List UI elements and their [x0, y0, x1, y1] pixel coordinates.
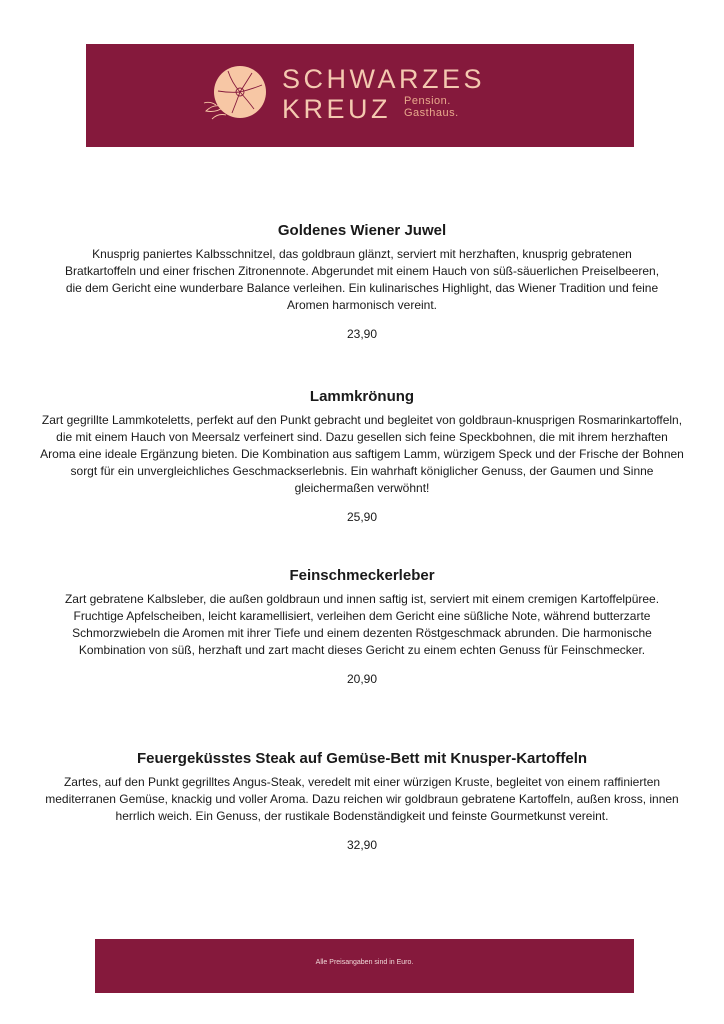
- menu-item: [40, 222, 684, 341]
- dish-price: 23,90: [346, 327, 378, 341]
- dish-price: 32,90: [346, 838, 378, 852]
- dish-description: Zart gegrillte Lammkoteletts, perfekt auf den Punkt gebracht und begleitet von goldbraun-knusprigen Rosmarinkartoffeln, die mit einem Hauch von Meersalz verfeinert sind. Dazu gesellen sich feine Speckbohnen, die mit ihrem herzhaften Aroma eine ideale Ergänzung bieten. Die Kombination aus saftigem Lamm, würzigem Speck und der Frische der Bohnen sorgt für ein unvergleichliches Geschmackserlebnis. Ein wahrhaft königlicher Genuss, der Gaumen und Sinne gleichermaßen verwöhnt!: [40, 413, 684, 495]
- dish-description: Zartes, auf den Punkt gegrilltes Angus-Steak, veredelt mit einer würzigen Kruste, begleitet von einem raffinierten mediterranen Gemüse, knackig und voller Aroma. Dazu reichen wir goldbraun gebratene Kartoffeln, außen kross, innen herrlich weich. Ein Genuss, der rustikale Bodenständigkeit und feinste Gourmetkunst vereint.: [45, 775, 679, 823]
- brand-name-line1: SCHWARZES: [282, 64, 486, 94]
- dish-description: Zart gebratene Kalbsleber, die außen goldbraun und innen saftig ist, serviert mit einem cremigen Kartoffelpüree. Fruchtige Apfelscheiben, leicht karamellisiert, verleihen dem Gericht eine süßliche Note, während butterzarte Schmorzwiebeln die Aromen mit ihrer Tiefe und einem dezenten Röstgeschmack abrunden. Die harmonische Kombination von süß, herzhaft und zart macht dieses Gericht zu einem echten Genuss für Feinschmecker.: [64, 592, 660, 657]
- brand-tagline: [404, 95, 459, 119]
- tagline-line1: Pension.: [404, 95, 451, 107]
- dish-price: 25,90: [346, 510, 378, 524]
- dish-title: Lammkrönung: [309, 388, 415, 405]
- footer-banner: [95, 939, 634, 993]
- dish-title: Goldenes Wiener Juwel: [277, 222, 447, 239]
- brand-name-line2: KREUZ: [282, 94, 392, 124]
- menu-item: [40, 750, 684, 852]
- dish-title: Feuergeküsstes Steak auf Gemüse-Bett mit Knusper-Kartoffeln: [136, 750, 588, 767]
- menu-item: [40, 388, 684, 524]
- dish-title: Feinschmeckerleber: [289, 567, 435, 584]
- price-currency-note: Alle Preisangaben sind in Euro.: [315, 959, 414, 966]
- dish-price: 20,90: [346, 672, 378, 686]
- tagline-line2: Gasthaus.: [404, 107, 459, 119]
- dish-description: Knusprig paniertes Kalbsschnitzel, das goldbraun glänzt, serviert mit herzhaften, knusprig gebratenen Bratkartoffeln und einer frischen Zitronennote. Abgerundet mit einem Hauch von süß-säuerlichen Preiselbeeren, die dem Gericht eine wunderbare Balance verleihen. Ein kulinarisches Highlight, das Wiener Tradition und feine Aromen harmonisch vereint.: [64, 247, 660, 312]
- header-banner: [86, 44, 634, 147]
- sun-flower-logo-icon: [202, 63, 272, 125]
- menu-item: [40, 567, 684, 686]
